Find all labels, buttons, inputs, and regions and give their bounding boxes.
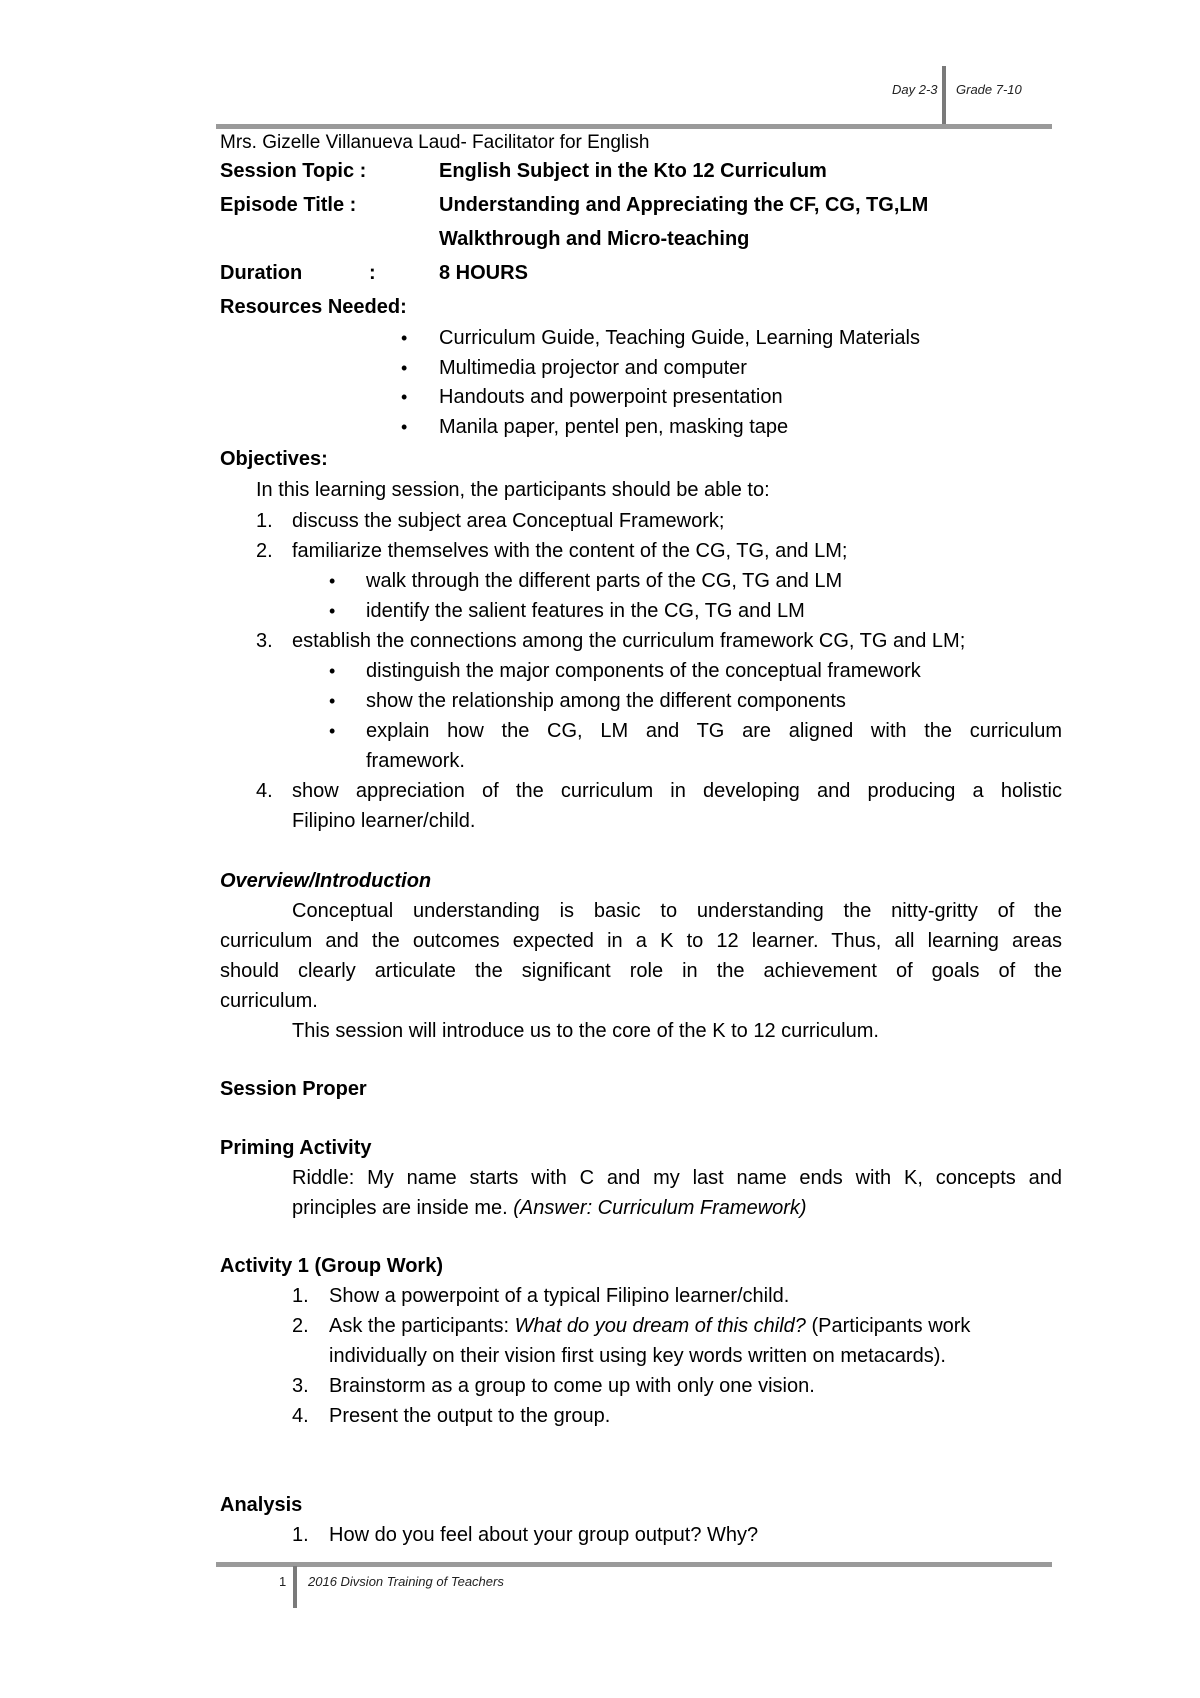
objective-subitem: walk through the different parts of the CG, TG and LM xyxy=(366,570,843,592)
duration-colon: : xyxy=(369,262,376,284)
objective-item: familiarize themselves with the content of the CG, TG, and LM; xyxy=(292,540,848,562)
resources-heading: Resources Needed: xyxy=(220,296,407,318)
riddle-answer: (Answer: Curriculum Framework) xyxy=(513,1197,807,1219)
footer-text: 2016 Divsion Training of Teachers xyxy=(308,1574,504,1589)
activity-number: 1. xyxy=(292,1285,309,1307)
header-grade: Grade 7-10 xyxy=(956,82,1022,97)
objective-subitem: show the relationship among the different components xyxy=(366,690,846,712)
objective-item-cont: Filipino learner/child. xyxy=(292,810,476,832)
resource-item: Manila paper, pentel pen, masking tape xyxy=(439,416,789,438)
episode-title-label: Episode Title : xyxy=(220,194,357,216)
bullet-icon: • xyxy=(401,417,408,437)
activity-item: Show a powerpoint of a typical Filipino learner/child. xyxy=(329,1285,790,1307)
analysis-item: How do you feel about your group output? Why? xyxy=(329,1524,759,1546)
facilitator-line: Mrs. Gizelle Villanueva Laud- Facilitator for English xyxy=(220,132,650,153)
resource-item: Curriculum Guide, Teaching Guide, Learning Materials xyxy=(439,327,920,349)
overview-paragraph-line: curriculum. xyxy=(220,990,318,1012)
overview-heading: Overview/Introduction xyxy=(220,870,432,892)
session-topic-label: Session Topic : xyxy=(220,160,367,182)
episode-title-value-cont: Walkthrough and Micro-teaching xyxy=(439,228,750,250)
session-topic-value: English Subject in the Kto 12 Curriculum xyxy=(439,160,827,182)
objective-number: 1. xyxy=(256,510,273,532)
header-rule xyxy=(216,124,1052,129)
footer-divider xyxy=(293,1566,297,1608)
activity-number: 2. xyxy=(292,1315,309,1337)
objective-number: 4. xyxy=(256,780,273,802)
objective-item: discuss the subject area Conceptual Framework; xyxy=(292,510,725,532)
page-number: 1 xyxy=(279,1574,287,1589)
activity-heading: Activity 1 (Group Work) xyxy=(220,1255,443,1277)
bullet-icon: • xyxy=(329,661,336,681)
activity-item xyxy=(329,1313,970,1339)
duration-label: Duration xyxy=(220,262,303,284)
overview-paragraph-line: Conceptual understanding is basic to understanding the nitty-gritty of the xyxy=(292,900,1062,922)
analysis-number: 1. xyxy=(292,1524,309,1546)
header-day: Day 2-3 xyxy=(892,82,938,97)
overview-paragraph-line: should clearly articulate the significant role in the achievement of goals of the xyxy=(220,960,1062,982)
bullet-icon: • xyxy=(401,358,408,378)
objective-item: show appreciation of the curriculum in developing and producing a holistic xyxy=(292,780,1062,802)
resource-item: Multimedia projector and computer xyxy=(439,357,747,379)
objective-number: 2. xyxy=(256,540,273,562)
activity-number: 4. xyxy=(292,1405,309,1427)
overview-paragraph-line: curriculum and the outcomes expected in a K to 12 learner. Thus, all learning areas xyxy=(220,930,1062,952)
bullet-icon: • xyxy=(329,721,336,741)
objectives-intro: In this learning session, the participants should be able to: xyxy=(256,479,770,501)
objective-subitem: distinguish the major components of the conceptual framework xyxy=(366,660,921,682)
objectives-heading: Objectives: xyxy=(220,448,328,470)
riddle-text-cont xyxy=(292,1195,807,1221)
objective-subitem: explain how the CG, LM and TG are aligned with the curriculum xyxy=(366,720,1062,742)
duration-value: 8 HOURS xyxy=(439,262,528,284)
episode-title-value: Understanding and Appreciating the CF, CG, TG,LM xyxy=(439,194,929,216)
header-divider xyxy=(942,66,946,124)
objective-subitem: identify the salient features in the CG, TG and LM xyxy=(366,600,805,622)
activity-number: 3. xyxy=(292,1375,309,1397)
objective-subitem-cont: framework. xyxy=(366,750,465,772)
session-proper-heading: Session Proper xyxy=(220,1078,367,1100)
riddle-text-body: principles are inside me. xyxy=(292,1197,508,1219)
activity-item-text: Ask the participants: xyxy=(329,1315,515,1337)
footer-rule xyxy=(216,1562,1052,1567)
bullet-icon: • xyxy=(329,601,336,621)
activity-question: What do you dream of this child? xyxy=(514,1315,806,1337)
activity-item: Brainstorm as a group to come up with only one vision. xyxy=(329,1375,815,1397)
analysis-heading: Analysis xyxy=(220,1494,303,1516)
bullet-icon: • xyxy=(401,328,408,348)
bullet-icon: • xyxy=(401,387,408,407)
bullet-icon: • xyxy=(329,571,336,591)
priming-heading: Priming Activity xyxy=(220,1137,372,1159)
riddle-text: Riddle: My name starts with C and my last name ends with K, concepts and xyxy=(292,1167,1062,1189)
overview-paragraph-2: This session will introduce us to the core of the K to 12 curriculum. xyxy=(292,1020,879,1042)
bullet-icon: • xyxy=(329,691,336,711)
activity-item: Present the output to the group. xyxy=(329,1405,611,1427)
objective-item: establish the connections among the curriculum framework CG, TG and LM; xyxy=(292,630,966,652)
resource-item: Handouts and powerpoint presentation xyxy=(439,386,783,408)
activity-item-cont: individually on their vision first using key words written on metacards). xyxy=(329,1345,946,1367)
objective-number: 3. xyxy=(256,630,273,652)
activity-item-text: (Participants work xyxy=(805,1315,971,1337)
